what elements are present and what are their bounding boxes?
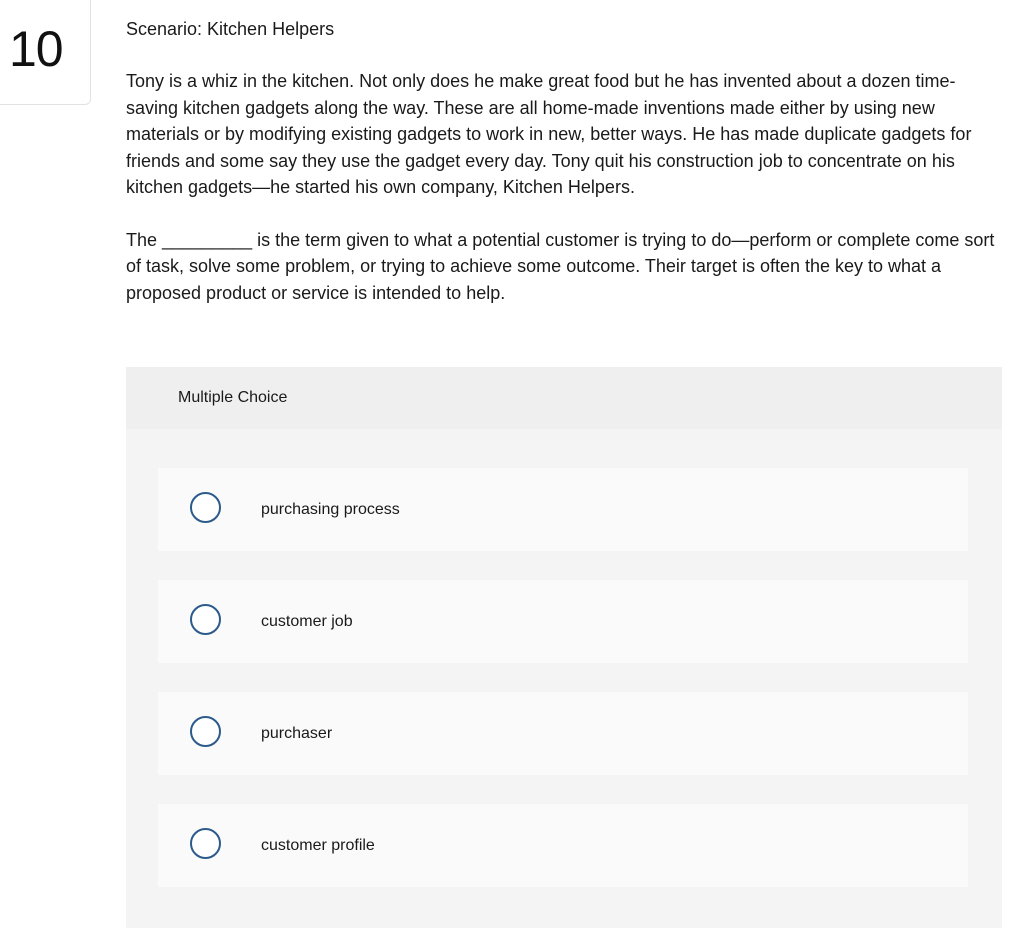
- scenario-text: Tony is a whiz in the kitchen. Not only does he make great food but he has invented about a dozen time-saving kitchen gadgets along the way. These are all home-made inventions made either by using new materials or by modifying existing gadgets to work in new, better ways. He has made duplicate gadgets for friends and some say they use the gadget every day. Tony quit his construction job to concentrate on his kitchen gadgets—he started his own company, Kitchen Helpers.: [126, 71, 972, 197]
- answer-option-customer-profile[interactable]: [158, 804, 968, 887]
- radio-button-icon[interactable]: [190, 604, 221, 635]
- question-number-box: [0, 0, 91, 105]
- answer-option-purchaser[interactable]: [158, 692, 968, 775]
- answer-option-label: purchaser: [261, 725, 333, 742]
- answer-option-purchasing-process[interactable]: [158, 468, 968, 551]
- question-prompt: The _________ is the term given to what a potential customer is trying to do—perform or complete come sort of task, solve some problem, or trying to achieve some outcome. Their target is often the key to what a proposed product or service is intended to help.: [126, 229, 995, 303]
- radio-button-icon[interactable]: [190, 828, 221, 859]
- radio-button-icon[interactable]: [190, 716, 221, 747]
- multiple-choice-header: Multiple Choice: [126, 367, 1002, 429]
- answer-option-customer-job[interactable]: [158, 580, 968, 663]
- multiple-choice-panel: [126, 367, 1002, 928]
- question-content: [126, 16, 1006, 332]
- question-number: 10: [9, 21, 63, 77]
- answer-option-label: customer profile: [261, 837, 375, 854]
- answer-option-label: purchasing process: [261, 501, 400, 518]
- radio-button-icon[interactable]: [190, 492, 221, 523]
- answer-option-label: customer job: [261, 613, 353, 630]
- scenario-title: Scenario: Kitchen Helpers: [126, 19, 335, 39]
